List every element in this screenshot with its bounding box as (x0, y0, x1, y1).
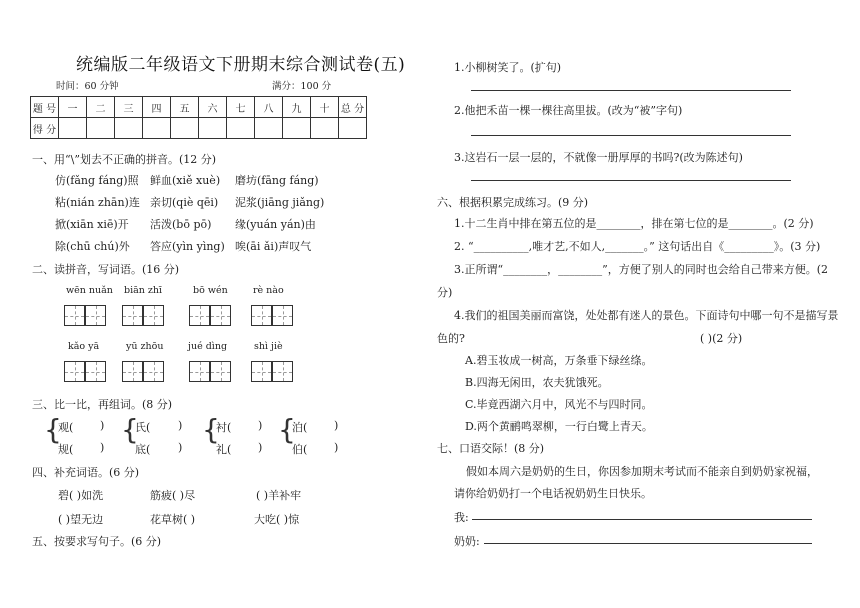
score-cell[interactable] (115, 118, 143, 139)
section-6-heading: 六、根据积累完成练习。(9 分) (437, 196, 589, 209)
pinyin-item[interactable]: 除(chū chú)外 (55, 240, 130, 253)
writing-grid-cell[interactable] (143, 305, 164, 326)
answer-line[interactable] (472, 519, 812, 520)
pinyin-item[interactable]: 粘(nián zhān)连 (55, 196, 140, 209)
writing-grid-cell[interactable] (64, 361, 85, 382)
prompt-text: 请你给奶奶打一个电话祝奶奶生日快乐。 (454, 487, 652, 500)
fill-question[interactable]: 3.正所谓“________，________”，方便了别人的同时也会给自己带来方便。(2 (454, 263, 829, 276)
compare-char: 氏( (135, 421, 151, 434)
writing-grid-cell[interactable] (251, 361, 272, 382)
score-cell[interactable] (227, 118, 255, 139)
score-table-score-row (31, 118, 367, 139)
score-label-cell: 得 分 (31, 118, 59, 139)
score-cell[interactable] (283, 118, 311, 139)
score-cell[interactable] (143, 118, 171, 139)
pinyin-label: rè nào (253, 285, 284, 296)
idiom-blank[interactable]: 花草树( ) (150, 513, 196, 526)
choice-question: 4.我们的祖国美丽而富饶，处处都有迷人的景色。下面诗句中哪一句不是描写景 (454, 309, 839, 322)
compare-char: 底( (135, 443, 151, 456)
fill-question[interactable]: 2. “__________,唯才艺,不如人,_______。” 这句话出自《_________》。(3 分) (454, 240, 821, 253)
header-cell: 十 (311, 97, 339, 118)
header-cell: 三 (115, 97, 143, 118)
prompt-text: 假如本周六是奶奶的生日，你因参加期末考试而不能亲自到奶奶家祝福， (466, 465, 818, 478)
pinyin-item[interactable]: 活泼(bō pō) (150, 218, 212, 231)
score-cell[interactable] (311, 118, 339, 139)
writing-grid-cell[interactable] (189, 305, 210, 326)
section-4-heading: 四、补充词语。(6 分) (32, 466, 140, 479)
choice-answer-paren[interactable]: ( )(2 分) (700, 332, 743, 345)
page-title: 统编版二年级语文下册期末综合测试卷(五) (76, 55, 406, 75)
choice-option: B.四海无闲田，农夫犹饿死。 (465, 376, 609, 389)
pinyin-item[interactable]: 唉(āi ǎi)声叹气 (235, 240, 312, 253)
answer-line[interactable] (471, 135, 791, 136)
writing-grid-cell[interactable] (64, 305, 85, 326)
writing-grid-cell[interactable] (122, 305, 143, 326)
compare-paren[interactable]: ) (178, 419, 183, 432)
section-5-heading: 五、按要求写句子。(6 分) (32, 535, 162, 548)
header-cell: 六 (199, 97, 227, 118)
pinyin-label: shì jiè (254, 341, 283, 352)
brace-icon: { (202, 413, 220, 446)
score-cell[interactable] (87, 118, 115, 139)
idiom-blank[interactable]: ( )羊补牢 (256, 489, 302, 502)
writing-grid-cell[interactable] (210, 305, 231, 326)
header-cell: 九 (283, 97, 311, 118)
pinyin-item[interactable]: 缘(yuán yán)由 (235, 218, 316, 231)
pinyin-label: kǎo yā (68, 341, 100, 352)
header-cell: 八 (255, 97, 283, 118)
pinyin-item[interactable]: 仿(fǎng fáng)照 (55, 174, 139, 187)
choice-option: D.两个黄鹂鸣翠柳，一行白鹭上青天。 (465, 420, 653, 433)
compare-paren[interactable]: ) (258, 419, 263, 432)
writing-grid-cell[interactable] (210, 361, 231, 382)
writing-grid-cell[interactable] (85, 305, 106, 326)
compare-paren[interactable]: ) (258, 441, 263, 454)
section-2-heading: 二、读拼音，写词语。(16 分) (32, 263, 180, 276)
header-cell: 题 号 (31, 97, 59, 118)
header-cell: 二 (87, 97, 115, 118)
pinyin-item[interactable]: 磨坊(fāng fáng) (235, 174, 319, 187)
compare-char: 衬( (216, 421, 232, 434)
score-table-header-row (31, 97, 367, 118)
answer-line[interactable] (471, 180, 791, 181)
full-score: 满分：100 分 (272, 81, 332, 92)
pinyin-label: biān zhī (124, 285, 163, 296)
compare-paren[interactable]: ) (334, 441, 339, 454)
pinyin-item[interactable]: 泥浆(jiāng jiǎng) (235, 196, 325, 209)
idiom-blank[interactable]: 筋疲( )尽 (150, 489, 196, 502)
fill-question[interactable]: 1.十二生肖中排在第五位的是________，排在第七位的是________。(2 分) (454, 217, 814, 230)
writing-grid-cell[interactable] (143, 361, 164, 382)
brace-icon: { (44, 413, 62, 446)
pinyin-label: yū zhōu (126, 341, 164, 352)
choice-option: A.碧玉妆成一树高，万条垂下绿丝绦。 (465, 354, 653, 367)
writing-grid-cell[interactable] (189, 361, 210, 382)
writing-grid-cell[interactable] (272, 305, 293, 326)
compare-char: 泊( (292, 421, 308, 434)
section-7-heading: 七、口语交际！(8 分) (437, 442, 545, 455)
compare-paren[interactable]: ) (100, 441, 105, 454)
writing-grid-cell[interactable] (272, 361, 293, 382)
sentence-task: 2.他把禾苗一棵一棵往高里拔。(改为“被”字句) (454, 104, 683, 117)
fill-question-cont: 分) (437, 286, 453, 299)
answer-line[interactable] (484, 543, 812, 544)
compare-char: 规( (58, 443, 74, 456)
idiom-blank[interactable]: ( )望无边 (58, 513, 104, 526)
compare-paren[interactable]: ) (100, 419, 105, 432)
choice-option: C.毕竟西湖六月中，风光不与四时同。 (465, 398, 653, 411)
brace-icon: { (278, 413, 296, 446)
score-cell[interactable] (199, 118, 227, 139)
header-cell: 四 (143, 97, 171, 118)
pinyin-item[interactable]: 答应(yìn yìng) (150, 240, 225, 253)
pinyin-item[interactable]: 鲜血(xiě xuè) (150, 174, 221, 187)
compare-char: 礼( (216, 443, 232, 456)
score-cell[interactable] (339, 118, 367, 139)
answer-line[interactable] (471, 90, 791, 91)
compare-char: 伯( (292, 443, 308, 456)
speaker-grandma-label: 奶奶: (454, 535, 480, 548)
header-cell: 七 (227, 97, 255, 118)
writing-grid-cell[interactable] (122, 361, 143, 382)
header-cell: 总 分 (339, 97, 367, 118)
pinyin-item[interactable]: 亲切(qiè qēi) (150, 196, 219, 209)
writing-grid-cell[interactable] (251, 305, 272, 326)
score-table (30, 96, 367, 139)
sentence-task: 3.这岩石一层一层的，不就像一册厚厚的书吗?(改为陈述句) (454, 151, 743, 164)
writing-grid-cell[interactable] (85, 361, 106, 382)
compare-paren[interactable]: ) (178, 441, 183, 454)
idiom-blank[interactable]: 碧( )如洗 (58, 489, 104, 502)
brace-icon: { (121, 413, 139, 446)
time-limit: 时间：60 分钟 (56, 81, 119, 92)
speaker-me-label: 我: (454, 511, 469, 524)
pinyin-item[interactable]: 掀(xiān xiē)开 (55, 218, 129, 231)
score-cell[interactable] (171, 118, 199, 139)
score-cell[interactable] (59, 118, 87, 139)
section-1-heading: 一、用“\”划去不正确的拼音。(12 分) (32, 153, 217, 166)
choice-question-cont: 色的? (437, 332, 465, 345)
sentence-task: 1.小柳树笑了。(扩句) (454, 61, 562, 74)
compare-paren[interactable]: ) (334, 419, 339, 432)
section-3-heading: 三、比一比，再组词。(8 分) (32, 398, 173, 411)
header-cell: 五 (171, 97, 199, 118)
score-cell[interactable] (255, 118, 283, 139)
pinyin-label: jué dìng (188, 341, 228, 352)
compare-char: 观( (58, 421, 74, 434)
idiom-blank[interactable]: 大吃( )惊 (254, 513, 300, 526)
pinyin-label: bō wén (193, 285, 228, 296)
pinyin-label: wēn nuǎn (66, 285, 113, 296)
header-cell: 一 (59, 97, 87, 118)
